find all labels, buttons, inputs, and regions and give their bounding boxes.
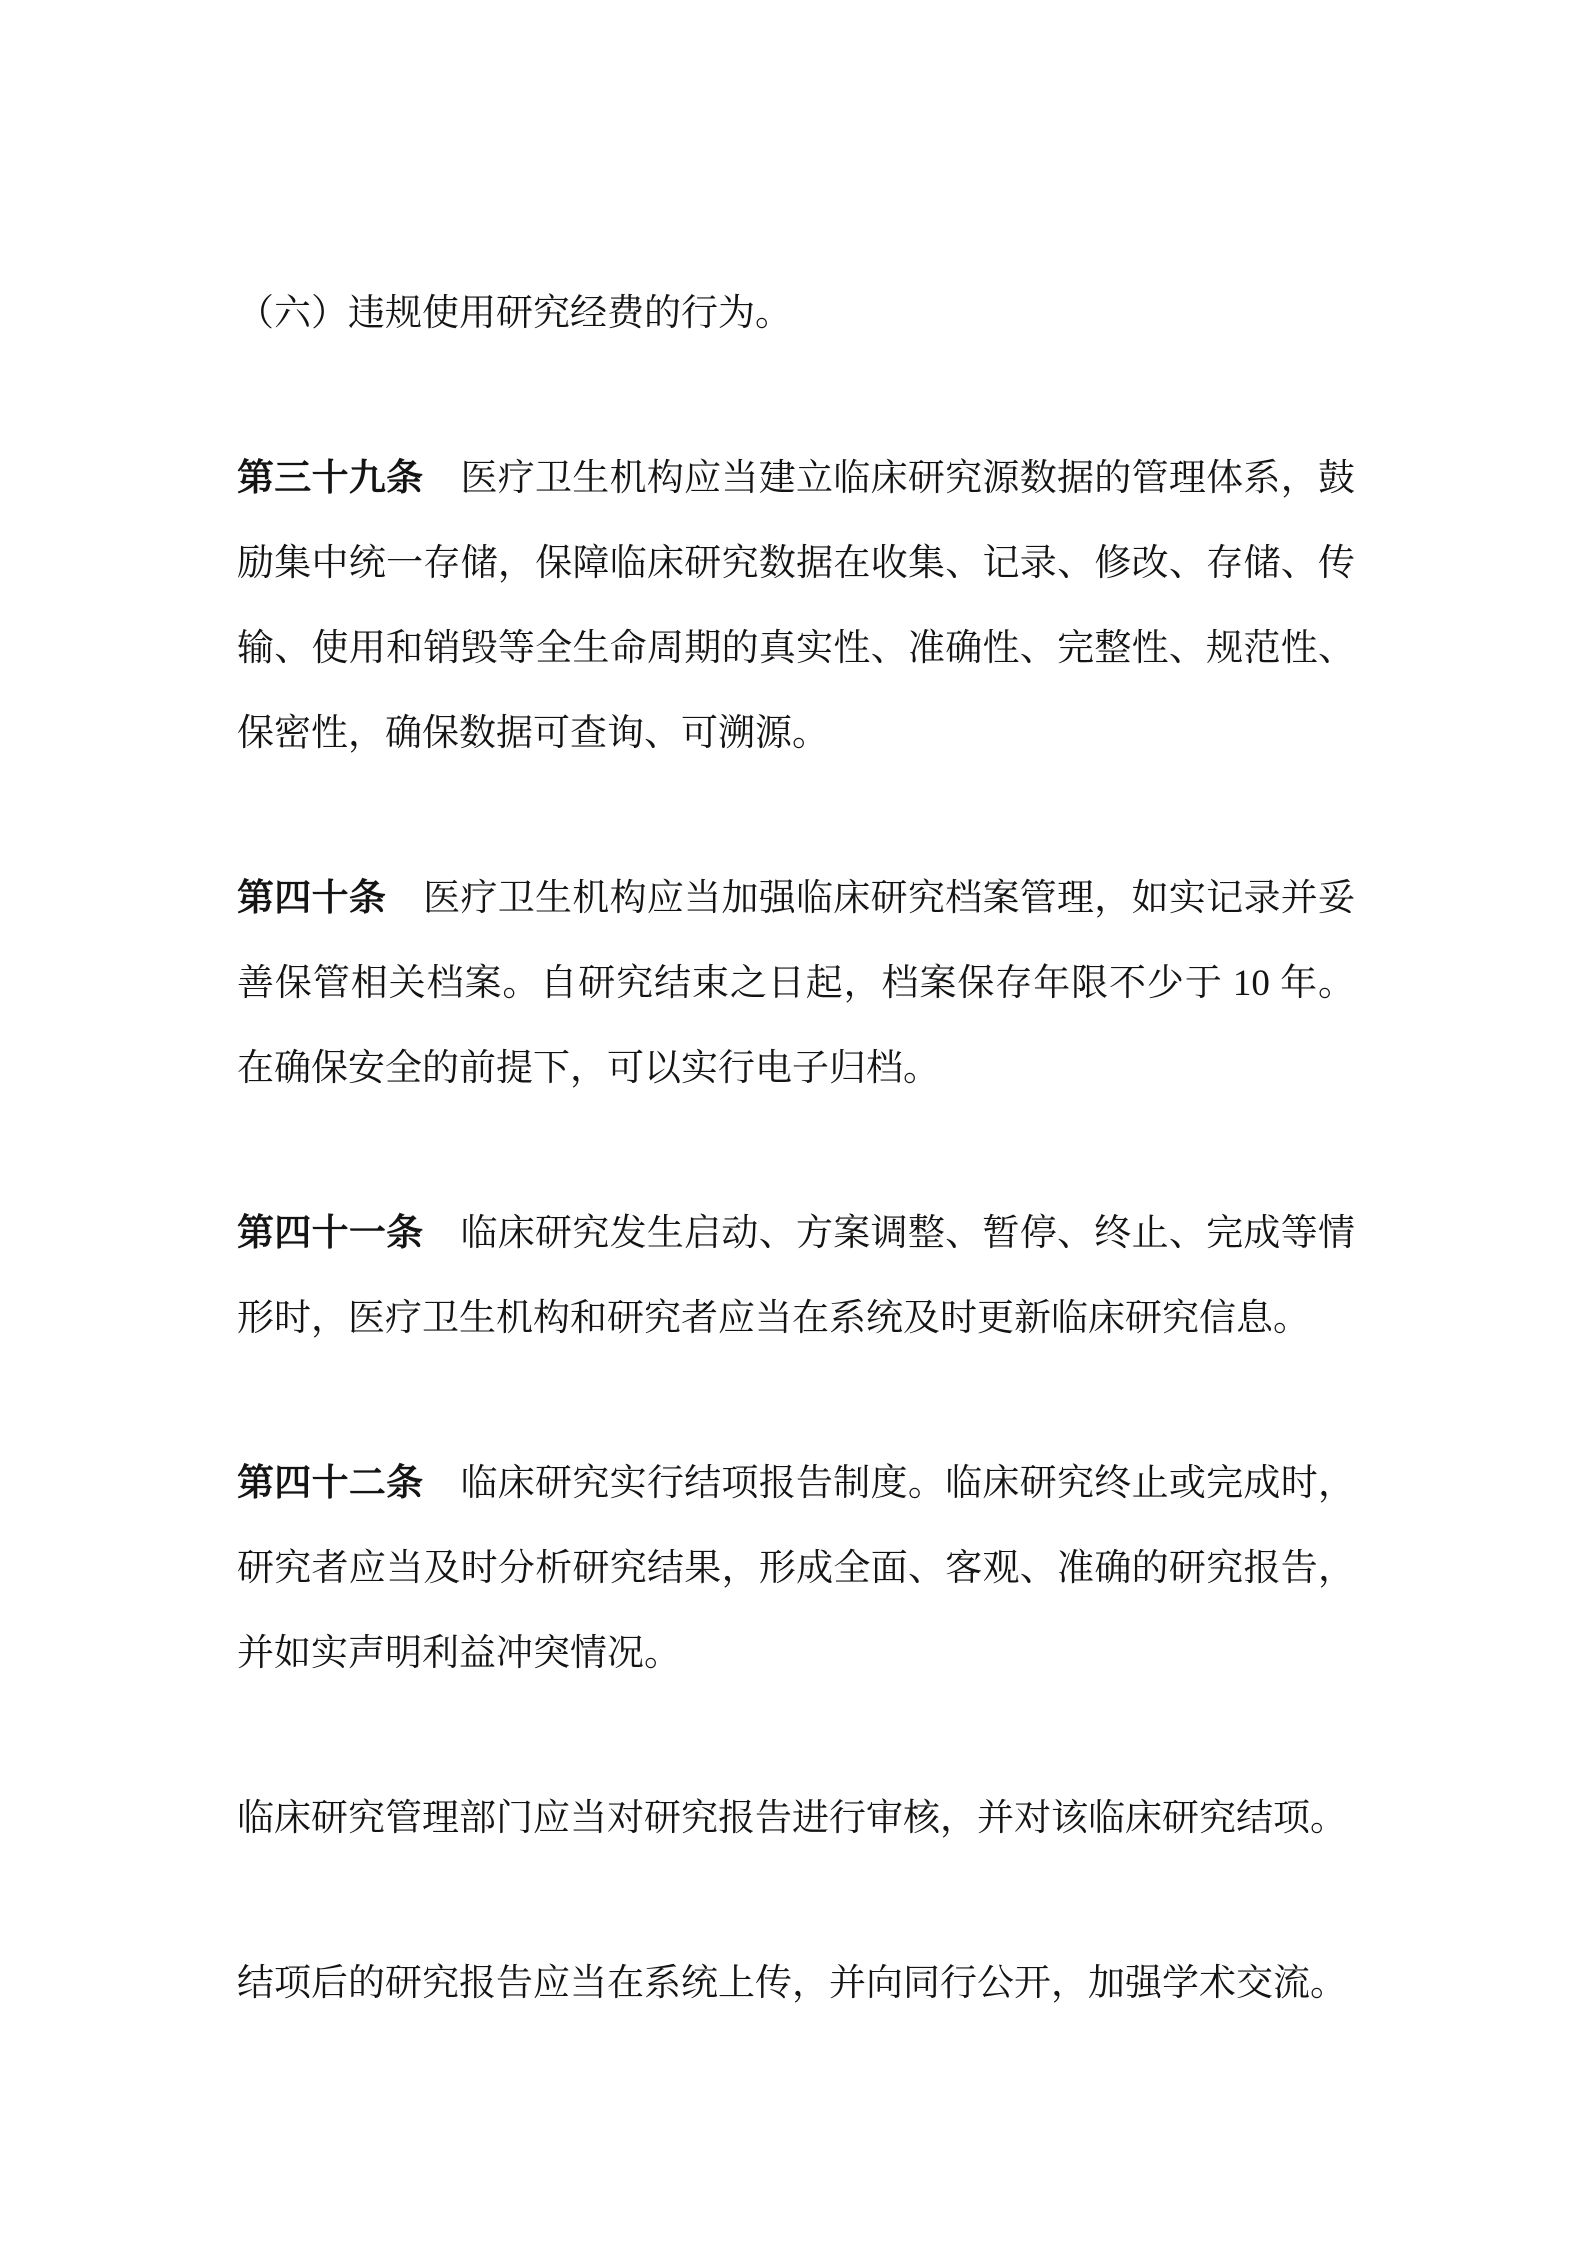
paragraph xyxy=(237,1776,1355,1861)
paragraph xyxy=(237,1441,1355,1696)
paragraph xyxy=(237,1941,1355,2026)
paragraph-text: 结项后的研究报告应当在系统上传，并向同行公开，加强学术交流。 xyxy=(237,1963,1347,2004)
article-number: 第四十条 xyxy=(237,878,387,919)
paragraph xyxy=(237,436,1355,776)
paragraph-text: （六）违规使用研究经费的行为。 xyxy=(237,293,792,334)
paragraph-text: 医疗卫生机构应当加强临床研究档案管理，如实记录并妥善保管相关档案。自研究结束之日起，档案保存年限不少于 10 年。在确保安全的前提下，可以实行电子归档。 xyxy=(237,878,1356,1089)
article-number: 第四十二条 xyxy=(237,1463,424,1504)
paragraph-text: 临床研究实行结项报告制度。临床研究终止或完成时，研究者应当及时分析研究结果，形成全面、客观、准确的研究报告，并如实声明利益冲突情况。 xyxy=(237,1463,1356,1674)
paragraph-text: 临床研究管理部门应当对研究报告进行审核，并对该临床研究结项。 xyxy=(237,1798,1347,1839)
article-number: 第四十一条 xyxy=(237,1213,424,1254)
paragraph-text: 医疗卫生机构应当建立临床研究源数据的管理体系，鼓励集中统一存储，保障临床研究数据在收集、记录、修改、存储、传输、使用和销毁等全生命周期的真实性、准确性、完整性、规范性、保密性，确保数据可查询、可溯源。 xyxy=(237,458,1356,754)
paragraph xyxy=(237,1191,1355,1361)
paragraph-text: 临床研究发生启动、方案调整、暂停、终止、完成等情形时，医疗卫生机构和研究者应当在系统及时更新临床研究信息。 xyxy=(237,1213,1356,1339)
paragraph xyxy=(237,856,1355,1111)
document-text-block xyxy=(237,271,1355,2026)
article-number: 第三十九条 xyxy=(237,458,424,499)
paragraph xyxy=(237,271,1355,356)
